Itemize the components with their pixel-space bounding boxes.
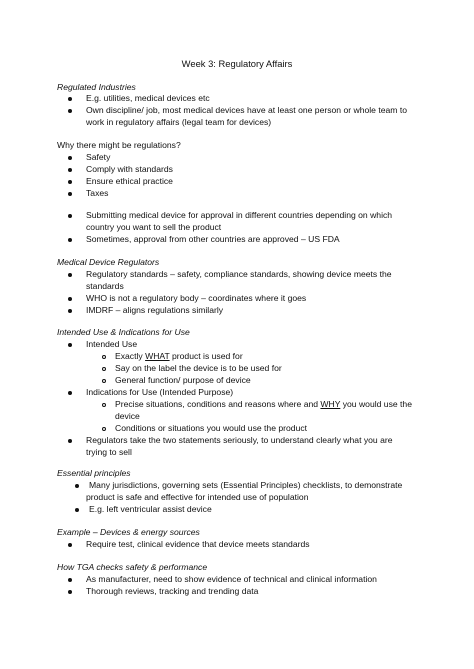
bullet-icon <box>68 309 72 313</box>
list-item: Safety <box>86 152 111 162</box>
text-run: Exactly <box>115 351 146 361</box>
list-item: Intended Use <box>86 339 138 349</box>
list-item: Thorough reviews, tracking and trending data <box>86 586 259 596</box>
list-item: As manufacturer, need to show evidence of technical and clinical information <box>86 574 377 584</box>
bullet-icon <box>68 578 72 582</box>
text-run: Precise situations, conditions and reasons where and <box>115 399 321 409</box>
list-item: WHO is not a regulatory body – coordinates where it goes <box>86 293 307 303</box>
list-item: Many jurisdictions, governing sets (Essential Principles) checklists, to demonstrate <box>89 480 403 490</box>
sub-list-item: Conditions or situations you would use the product <box>115 423 308 433</box>
list-item: Comply with standards <box>86 164 173 174</box>
bullet-icon <box>68 590 72 594</box>
bullet-icon <box>68 214 72 218</box>
bullet-icon <box>75 484 79 488</box>
list-item: Require test, clinical evidence that device meets standards <box>86 539 310 549</box>
bullet-icon <box>68 109 72 113</box>
bullet-icon <box>68 343 72 347</box>
bullet-icon <box>68 297 72 301</box>
section-heading-essential-principles: Essential principles <box>57 468 131 478</box>
list-item: E.g. left ventricular assist device <box>89 504 212 514</box>
text-run: you would use the <box>340 399 412 409</box>
sub-list-item-continuation: device <box>115 411 140 421</box>
section-heading-devices-energy-sources: Example – Devices & energy sources <box>57 527 200 537</box>
sub-bullet-icon <box>102 367 106 371</box>
bullet-icon <box>68 273 72 277</box>
list-item: Regulators take the two statements seriously, to understand clearly what you are <box>86 435 393 445</box>
sub-bullet-icon <box>102 355 106 359</box>
bullet-icon <box>68 156 72 160</box>
bullet-icon <box>68 543 72 547</box>
sub-list-item <box>115 350 243 362</box>
bullet-icon <box>75 508 79 512</box>
section-heading-regulated-industries: Regulated Industries <box>57 82 136 92</box>
list-item-continuation: trying to sell <box>86 447 132 457</box>
bullet-icon <box>68 97 72 101</box>
section-heading-why-regulations: Why there might be regulations? <box>57 140 181 150</box>
bullet-icon <box>68 192 72 196</box>
list-item-continuation: standards <box>86 281 124 291</box>
sub-list-item <box>115 398 412 410</box>
list-item-continuation: product is safe and effective for intended use of population <box>86 492 309 502</box>
sub-list-item: Say on the label the device is to be used for <box>115 363 282 373</box>
list-item: E.g. utilities, medical devices etc <box>86 93 210 103</box>
section-heading-intended-use: Intended Use & Indications for Use <box>57 327 190 337</box>
list-item: Own discipline/ job, most medical devices have at least one person or whole team to <box>86 105 407 115</box>
list-item: Taxes <box>86 188 109 198</box>
list-item: Ensure ethical practice <box>86 176 173 186</box>
sub-list-item: General function/ purpose of device <box>115 375 251 385</box>
bullet-icon <box>68 168 72 172</box>
section-heading-medical-device-regulators: Medical Device Regulators <box>57 257 160 267</box>
underlined-text: WHY <box>320 399 341 409</box>
page-title: Week 3: Regulatory Affairs <box>181 58 293 69</box>
list-item: Regulatory standards – safety, compliance standards, showing device meets the <box>86 269 392 279</box>
list-item-continuation: country you want to sell the product <box>86 222 222 232</box>
list-item: Sometimes, approval from other countries are approved – US FDA <box>86 234 340 244</box>
section-heading-tga-checks: How TGA checks safety & performance <box>57 562 208 572</box>
sub-bullet-icon <box>102 427 106 431</box>
bullet-icon <box>68 180 72 184</box>
bullet-icon <box>68 238 72 242</box>
bullet-icon <box>68 391 72 395</box>
list-item-continuation: work in regulatory affairs (legal team for devices) <box>86 117 272 127</box>
sub-bullet-icon <box>102 403 106 407</box>
list-item: Indications for Use (Intended Purpose) <box>86 387 234 397</box>
list-item: Submitting medical device for approval in different countries depending on which <box>86 210 393 220</box>
text-run: product is used for <box>169 351 243 361</box>
sub-bullet-icon <box>102 379 106 383</box>
list-item: IMDRF – aligns regulations similarly <box>86 305 224 315</box>
bullet-icon <box>68 439 72 443</box>
underlined-text: WHAT <box>145 351 170 361</box>
